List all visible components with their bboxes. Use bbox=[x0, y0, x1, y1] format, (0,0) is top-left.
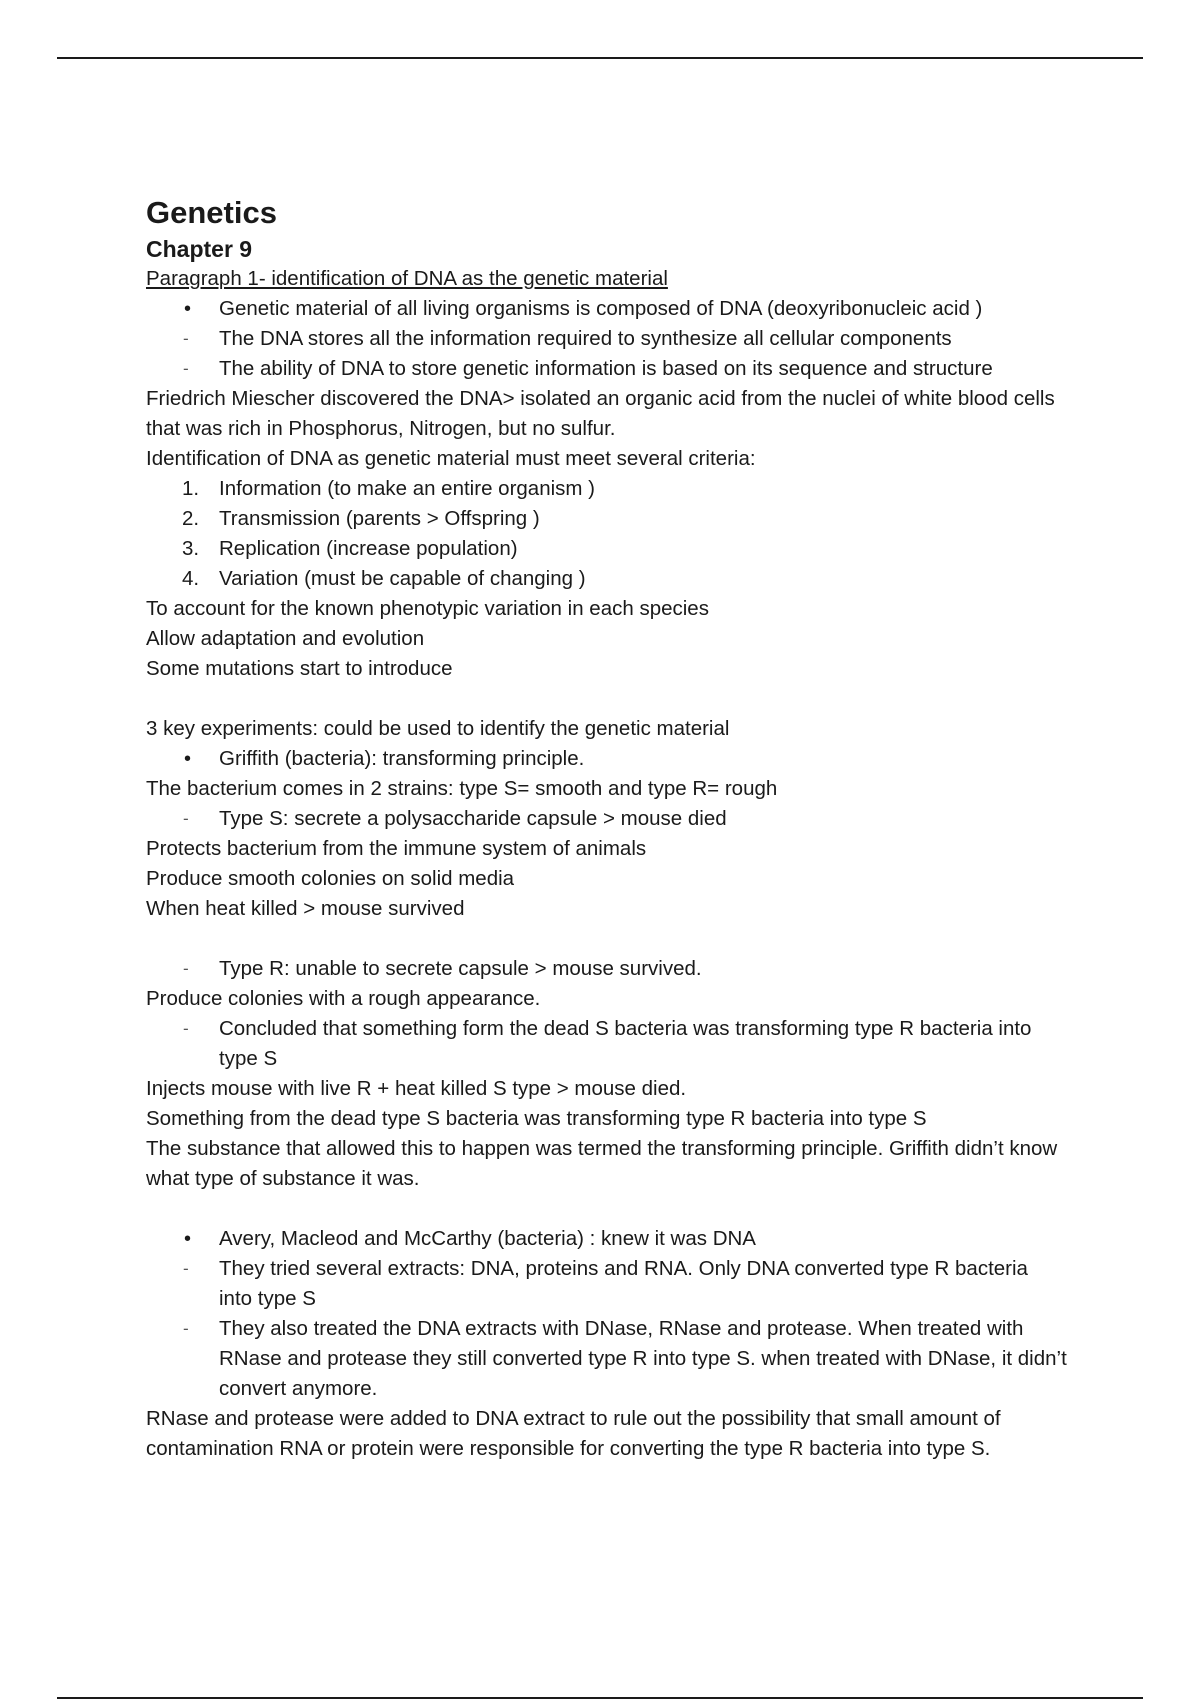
list-item-text: Avery, Macleod and McCarthy (bacteria) : knew it was DNA bbox=[219, 1227, 756, 1250]
criteria-item bbox=[146, 474, 1086, 504]
list-item bbox=[146, 1254, 1086, 1314]
type-r-line: Produce colonies with a rough appearance. bbox=[146, 987, 541, 1010]
dash-marker: - bbox=[183, 959, 189, 978]
list-item-text: Genetic material of all living organisms is composed of DNA (deoxyribonucleic acid ) bbox=[219, 297, 983, 320]
variation-line: Allow adaptation and evolution bbox=[146, 627, 425, 650]
dash-marker: - bbox=[183, 809, 189, 828]
criteria-item bbox=[146, 504, 1086, 534]
list-item bbox=[146, 324, 1086, 354]
list-item bbox=[146, 1314, 1086, 1404]
criteria-text: Variation (must be capable of changing ) bbox=[219, 567, 586, 590]
miescher-paragraph: Friedrich Miescher discovered the DNA> isolated an organic acid from the nuclei of white blood cells that was rich in Phosphorus, Nitrogen, but no sulfur. bbox=[146, 387, 1055, 440]
criteria-text: Transmission (parents > Offspring ) bbox=[219, 507, 540, 530]
list-item-text: They also treated the DNA extracts with DNase, RNase and protease. When treated with RNase and protease they still converted type R into type S. when treated with DNase, it didn’t convert anymore. bbox=[219, 1317, 1067, 1400]
list-item bbox=[146, 1014, 1086, 1074]
paragraph-gap bbox=[146, 1194, 1086, 1224]
injects-line: Injects mouse with live R + heat killed S type > mouse died. bbox=[146, 1077, 687, 1100]
criteria-item bbox=[146, 564, 1086, 594]
list-item bbox=[146, 1224, 1086, 1254]
list-item bbox=[146, 354, 1086, 384]
dash-marker: - bbox=[183, 359, 189, 378]
criteria-number: 1. bbox=[182, 477, 200, 500]
section-heading: Paragraph 1- identification of DNA as the genetic material bbox=[146, 267, 668, 290]
list-item bbox=[146, 744, 1086, 774]
criteria-number: 3. bbox=[182, 537, 200, 560]
list-item-text: The DNA stores all the information required to synthesize all cellular components bbox=[219, 327, 952, 350]
type-s-line: Produce smooth colonies on solid media bbox=[146, 867, 515, 890]
substance-paragraph: The substance that allowed this to happen was termed the transforming principle. Griffith didn’t know what type of substance it was. bbox=[146, 1137, 1058, 1190]
list-item bbox=[146, 804, 1086, 834]
bottom-rule bbox=[57, 1697, 1143, 1699]
variation-line: Some mutations start to introduce bbox=[146, 657, 453, 680]
type-s-line: Protects bacterium from the immune system of animals bbox=[146, 837, 647, 860]
criteria-text: Replication (increase population) bbox=[219, 537, 518, 560]
strains-line: The bacterium comes in 2 strains: type S= smooth and type R= rough bbox=[146, 777, 778, 800]
criteria-number: 2. bbox=[182, 507, 200, 530]
chapter-heading: Chapter 9 bbox=[146, 236, 253, 262]
top-rule bbox=[57, 57, 1143, 59]
criteria-intro: Identification of DNA as genetic material must meet several criteria: bbox=[146, 447, 756, 470]
closing-paragraph: RNase and protease were added to DNA extract to rule out the possibility that small amount of contamination RNA or protein were responsible for converting the type R bacteria into type S. bbox=[146, 1407, 1001, 1460]
list-item bbox=[146, 294, 1086, 324]
paragraph-gap bbox=[146, 924, 1086, 954]
criteria-number: 4. bbox=[182, 567, 200, 590]
criteria-item bbox=[146, 534, 1086, 564]
experiments-intro: 3 key experiments: could be used to identify the genetic material bbox=[146, 717, 730, 740]
document-page bbox=[146, 192, 1086, 1464]
bullet-marker: • bbox=[184, 1228, 192, 1250]
dash-marker: - bbox=[183, 1019, 189, 1038]
bullet-marker: • bbox=[184, 298, 192, 320]
variation-line: To account for the known phenotypic variation in each species bbox=[146, 597, 709, 620]
type-s-line: When heat killed > mouse survived bbox=[146, 897, 465, 920]
list-item-text: Type S: secrete a polysaccharide capsule > mouse died bbox=[219, 807, 727, 830]
list-item-text: They tried several extracts: DNA, proteins and RNA. Only DNA converted type R bacteria into type S bbox=[219, 1257, 1028, 1310]
paragraph-gap bbox=[146, 684, 1086, 714]
list-item bbox=[146, 954, 1086, 984]
list-item-text: Type R: unable to secrete capsule > mouse survived. bbox=[219, 957, 702, 980]
dash-marker: - bbox=[183, 329, 189, 348]
something-line: Something from the dead type S bacteria was transforming type R bacteria into type S bbox=[146, 1107, 927, 1130]
criteria-text: Information (to make an entire organism ) bbox=[219, 477, 595, 500]
bullet-marker: • bbox=[184, 748, 192, 770]
dash-marker: - bbox=[183, 1319, 189, 1338]
list-item-text: Griffith (bacteria): transforming principle. bbox=[219, 747, 585, 770]
dash-marker: - bbox=[183, 1259, 189, 1278]
document-title: Genetics bbox=[146, 195, 277, 230]
list-item-text: The ability of DNA to store genetic information is based on its sequence and structure bbox=[219, 357, 993, 380]
list-item-text: Concluded that something form the dead S bacteria was transforming type R bacteria into type S bbox=[219, 1017, 1032, 1070]
